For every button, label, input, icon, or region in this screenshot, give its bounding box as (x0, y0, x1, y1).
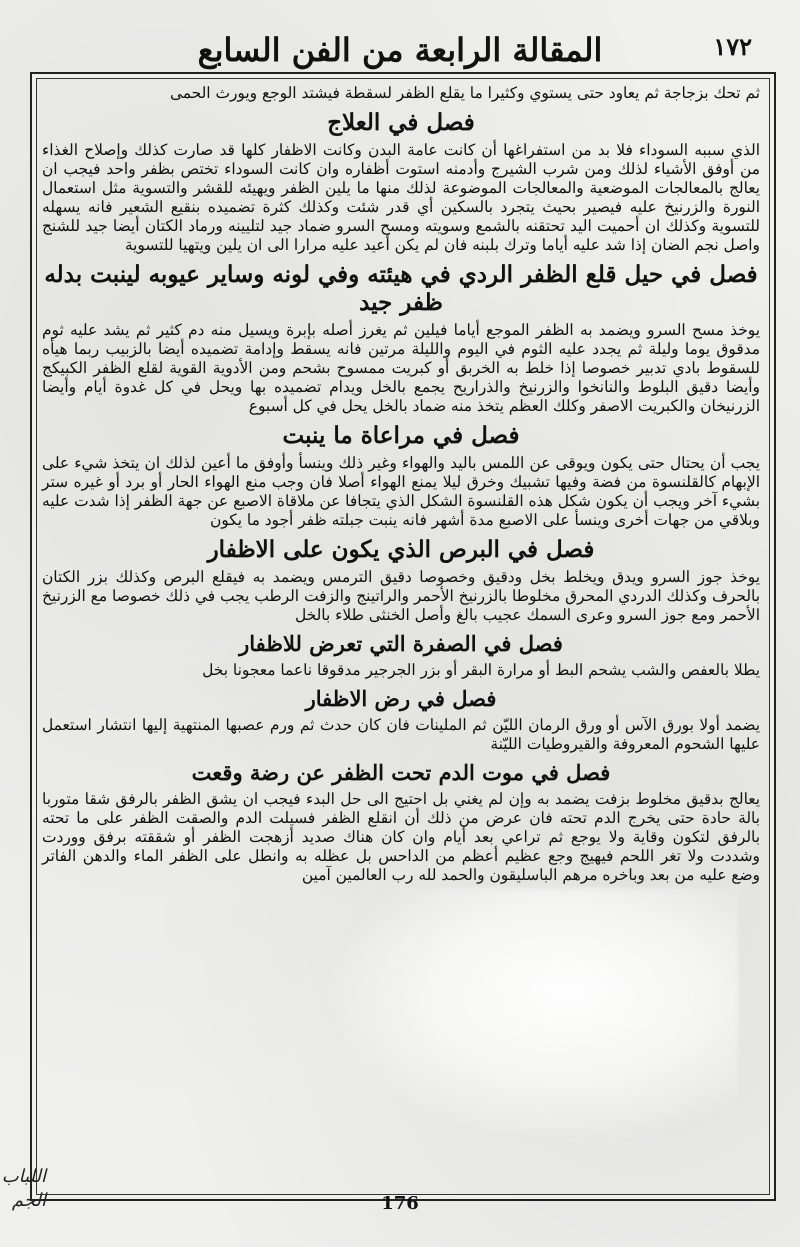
section-text: يجب أن يحتال حتى يكون ويوقى عن اللمس باليد والهواء وغير ذلك وينسأ وأوفق ما أعين لذلك ان يتخذ شيء على الإبهام كالقلنسوة من فضة وفيها تشبيك وخرق ليلا يمنع الهواء أصلا فان وجب منع الهواء الحار أو برد أو غيره ستر بشيء آخر ويجب أن يكون شكل هذه القلنسوة الشكل الذي يتجافا عن ملاقاة الاصبع عن جهة الظفر إذا شدت عليه وبلاقي من جهات أخرى وينسأ على الاصبع مدة أشهر فانه ينبت جبلته ظفر أجود ما يكون (42, 454, 760, 529)
section-text: الذي سببه السوداء فلا بد من استفراغها أن كانت عامة البدن وكانت الاظفار كلها قد صارت كذلك وإصلاح الغذاء من أوفق الأشياء لذلك ومن شرب الشيرج وأدمنه استوت أظفاره وان كانت السوداء تختص بظفر واحد فيجب ان يعالج بالمعالجات الموضعية والمعالجات الموضوعة لذلك منها ما يلين الظفر ويهيئه للقشر والتسوية مثل استعمال النورة والزرنيخ عليه فيصير بحيث يتجرد بالسكين أي قدر شئت وكذلك كثرة تضميده بنقيع الشعير فانه يسهله للتسوية وكذلك ان أحميت اليد تحتقنه بالشمع وسويته ومسح السرو ضماد جيد لتليينه ورماد الكتان أيضا جيد للشنج واصل نجم الضان إذا شد عليه أياما وترك بلبنه فان لم يكن أعيد عليه مرارا الى ان يلين ويتهيا للتسوية (42, 141, 760, 254)
section-text: يضمد أولا بورق الآس أو ورق الرمان الليّن ثم الملينات فان كان حدث ثم ورم عصبها المنتهية إليها انتشار استعمل عليها الشحوم المعروفة والقيروطيات الليّنة (42, 716, 760, 753)
section-heading: فصل في الصفرة التي تعرض للاظفار (239, 631, 563, 656)
section-text: يوخذ مسح السرو ويضمد به الظفر الموجع أياما فيلين ثم يغرز أصله بإبرة ويسيل منه دم كثير ثم يشد عليه ثوم مدقوق يوما وليلة ثم يجدد عليه الثوم في اليوم والليلة مرتين فانه يسقط وإدامة تضميده أيضا بالزبيب ربما هيأه للسقوط بادي تدبير خصوصا إذا خلط به الخربق أو كبريت ممسوح بشحم ومن الأدوية القوية لقلع الظفر الكبيكج وأيضا دقيق البلوط والنانخوا والزرنيخ والذراريح يجمع بالخل ويدام تضميده بها ويحل في كل غدوة أيام وأيضا الزرنيخان والكبريت الاصفر وكلك العظم يتخذ منه ضماد بالخل يحل في كل أسبوع (42, 321, 760, 415)
header-title: المقالة الرابعة من الفن السابع (197, 31, 603, 69)
section-heading: فصل في رض الاظفار (305, 686, 497, 711)
section-heading: فصل في العلاج (327, 109, 475, 136)
paper-stain (318, 888, 738, 1148)
section-text: يوخذ جوز السرو ويدق ويخلط بخل ودقيق وخصوصا دقيق الترمس ويضمد به فيقلع البرص وكذلك بزر الكتان بالحرف وكذلك الدردي المحرق مخلوطا بالزرنيخ الأحمر والراتينج والزفت الرطب يجب في ذلك خصوصا مع الزرنيخ الأحمر ومع جوز السرو وعرى السمك عجيب بالغ وأصل الخنثى طلاء بالخل (42, 568, 760, 624)
header-page-number: ١٧٢ (713, 32, 752, 61)
page-header (40, 26, 760, 74)
section-heading: فصل في حيل قلع الظفر الردي في هيئته وفي لونه وساير عيوبه لينبت بدله ظفر جيد (44, 261, 758, 316)
main-text (42, 84, 760, 884)
page-number: 176 (381, 1193, 419, 1214)
section-text: يطلا بالعفص والشب يشحم البط أو مرارة البقر أو بزر الجرجير مدقوقا ناعما معجونا بخل (202, 661, 760, 679)
section-heading: فصل في البرص الذي يكون على الاظفار (207, 536, 595, 563)
intro-line: ثم تحك بزجاجة ثم يعاود حتى يستوي وكثيرا ما يقلع الظفر لسقطة فيشتد الوجع ويورث الحمى (169, 84, 760, 102)
section-heading: فصل في موت الدم تحت الظفر عن رضة وقعت (191, 760, 611, 785)
margin-handwritten-note: اللباب الجم (1, 1166, 46, 1211)
section-heading: فصل في مراعاة ما ينبت (282, 422, 520, 449)
section-text: يعالج بدقيق مخلوط بزفت يضمد به وإن لم يغني بل احتيج الى حل البدء فيجب ان يشق الظفر بالرفق شقا متوربا بالة حادة حتى يخرج الدم تحته فان عرض من ذلك أن انقلع الظفر فسيلت الدم والصقت الظفر على ما تحته بالرفق لتكون وقاية ولا يوجع ثم تراعي بعد أيام وان كان هناك صديد أزهجت الظفر أو شققته برفق ووردت وشددت ولا تغر اللحم فيهيج وجع عظيم أعظم من الداحس بل عظله به وانطل على الظفر الماء والدهن الفاتر وضع عليه من بعد وباخره مرهم الباسليقون والحمد لله رب العالمين آمين (42, 790, 760, 884)
